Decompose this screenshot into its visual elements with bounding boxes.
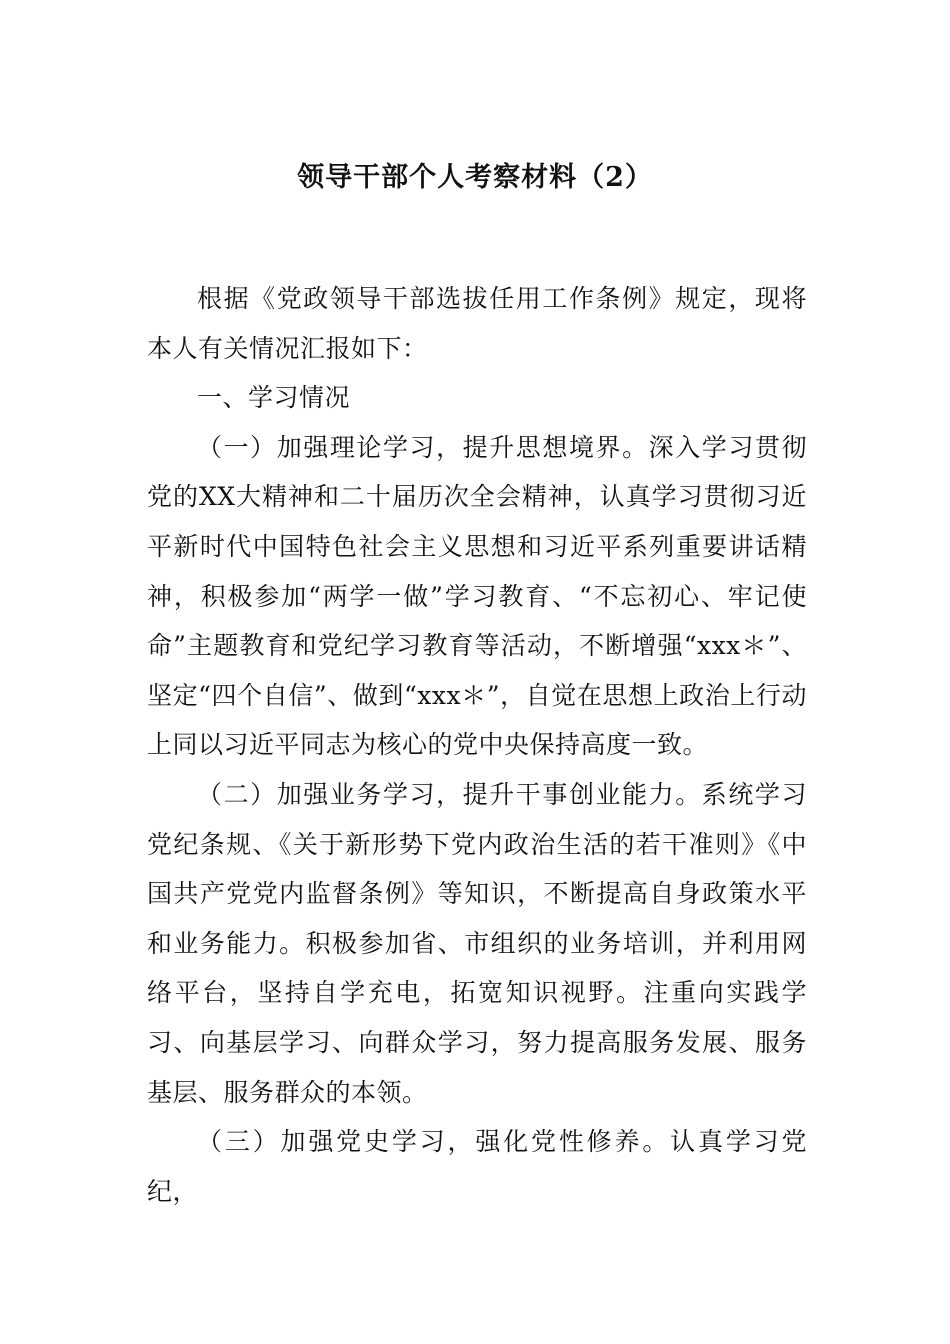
paragraph-theory-study: （一）加强理论学习，提升思想境界。深入学习贯彻党的XX大精神和二十届历次全会精神，认真学习贯彻习近平新时代中国特色社会主义思想和习近平系列重要讲话精神，积极参加“两学一做”学习教育、“不忘初心、牢记使命”主题教育和党纪学习教育等活动，不断增强“xxx＊”、坚定“四个自信”、做到“xxx＊”，自觉在思想上政治上行动上同以习近平同志为核心的党中央保持高度一致。	[147, 432, 807, 760]
intro-paragraph: 根据《党政领导干部选拔任用工作条例》规定，现将本人有关情况汇报如下：	[147, 284, 807, 363]
paragraph-party-history-study: （三）加强党史学习，强化党性修养。认真学习党纪，	[147, 1127, 807, 1206]
document-body	[147, 274, 807, 1216]
document-title: 领导干部个人考察材料（2）	[297, 162, 653, 193]
section-heading-study: 一、学习情况	[197, 383, 351, 413]
paragraph-business-study: （二）加强业务学习，提升干事创业能力。系统学习党纪条规、《关于新形势下党内政治生活的若干准则》《中国共产党党内监督条例》等知识，不断提高自身政策水平和业务能力。积极参加省、市组织的业务培训，并利用网络平台，坚持自学充电，拓宽知识视野。注重向实践学习、向基层学习、向群众学习，努力提高服务发展、服务基层、服务群众的本领。	[147, 779, 807, 1107]
